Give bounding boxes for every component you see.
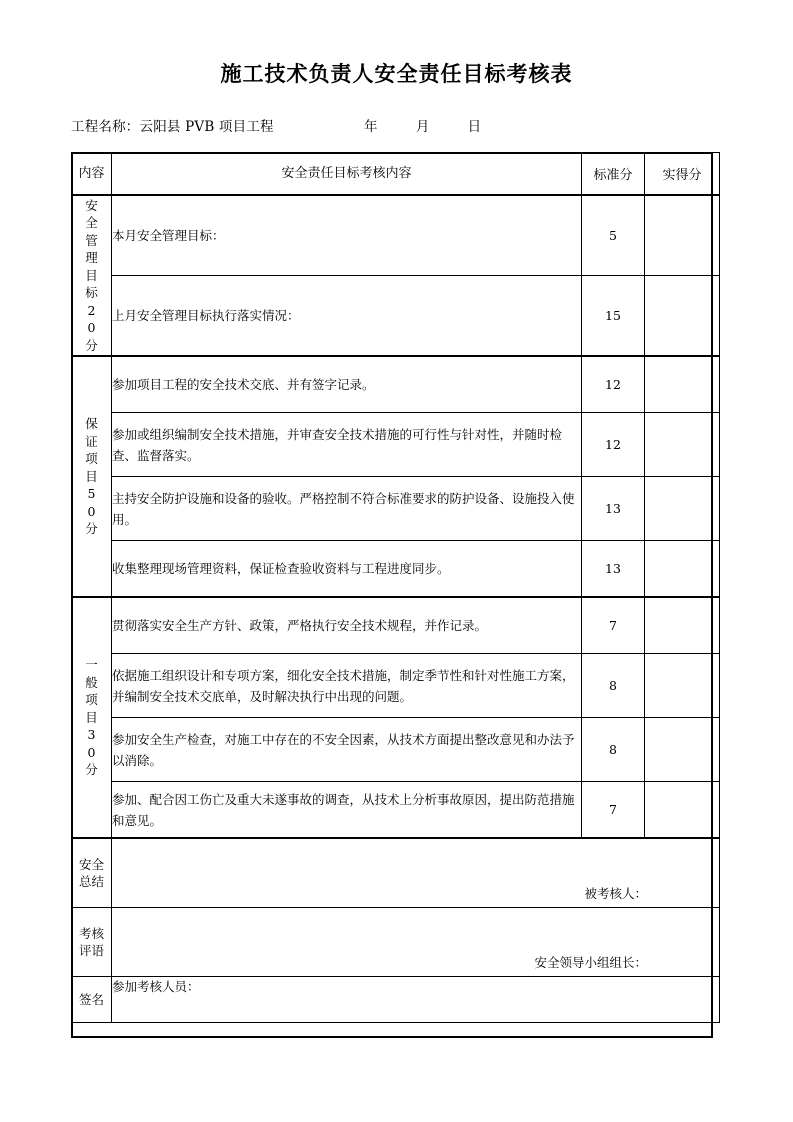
table-row — [72, 597, 720, 654]
row-content: 主持安全防护设施和设备的验收。严格控制不符合标准要求的防护设备、设施投入使用。 — [112, 477, 582, 541]
row-actual-score[interactable] — [645, 654, 720, 718]
table-row — [72, 356, 720, 413]
date-day-label: 日 — [467, 119, 482, 135]
row-actual-score[interactable] — [645, 195, 720, 276]
summary-body[interactable] — [112, 838, 720, 908]
table-row — [72, 477, 720, 541]
row-standard-score: 13 — [582, 541, 645, 598]
row-content: 参加项目工程的安全技术交底、并有签字记录。 — [112, 356, 582, 413]
row-content: 贯彻落实安全生产方针、政策，严格执行安全技术规程，并作记录。 — [112, 597, 582, 654]
row-standard-score: 15 — [582, 276, 645, 357]
table-row — [72, 654, 720, 718]
table-row — [72, 276, 720, 357]
row-actual-score[interactable] — [645, 413, 720, 477]
project-name-label: 工程名称：云阳县 PVB 项目工程 — [71, 119, 274, 135]
row-content: 本月安全管理目标： — [112, 195, 582, 276]
row-actual-score[interactable] — [645, 276, 720, 357]
row-standard-score: 12 — [582, 356, 645, 413]
table-row-assessment-comment — [72, 908, 720, 977]
date-year-label: 年 — [364, 119, 378, 135]
page-title: 施工技术负责人安全责任目标考核表 — [220, 62, 573, 86]
comment-signature-label: 安全领导小组组长： — [534, 955, 647, 970]
comment-body[interactable] — [112, 908, 720, 977]
row-standard-score: 12 — [582, 413, 645, 477]
row-actual-score[interactable] — [645, 782, 720, 839]
header-standard-score: 标准分 — [582, 153, 645, 196]
row-content: 参加、配合因工伤亡及重大未遂事故的调查，从技术上分析事故原因，提出防范措施和意见。 — [112, 782, 582, 839]
table-header-row — [72, 153, 720, 196]
row-content: 依据施工组织设计和专项方案，细化安全技术措施，制定季节性和针对性施工方案，并编制安全技术交底单，及时解决执行中出现的问题。 — [112, 654, 582, 718]
date-fields — [364, 118, 481, 136]
section-label-safety-goal: 安全管理目标20分 — [72, 195, 112, 356]
section-label-guarantee-items: 保证项目50分 — [72, 356, 112, 597]
row-actual-score[interactable] — [645, 477, 720, 541]
table-row — [72, 782, 720, 839]
row-actual-score[interactable] — [645, 718, 720, 782]
row-content: 上月安全管理目标执行落实情况： — [112, 276, 582, 357]
summary-label: 安全总结 — [72, 838, 112, 908]
row-standard-score: 5 — [582, 195, 645, 276]
row-standard-score: 8 — [582, 654, 645, 718]
row-actual-score[interactable] — [645, 356, 720, 413]
row-standard-score: 13 — [582, 477, 645, 541]
table-row — [72, 541, 720, 598]
header-actual-score: 实得分 — [645, 153, 720, 196]
row-standard-score: 7 — [582, 597, 645, 654]
row-content: 参加安全生产检查，对施工中存在的不安全因素，从技术方面提出整改意见和办法予以消除。 — [112, 718, 582, 782]
row-standard-score: 7 — [582, 782, 645, 839]
row-actual-score[interactable] — [645, 541, 720, 598]
table-row — [72, 413, 720, 477]
summary-signature-label: 被考核人： — [584, 886, 647, 901]
row-content: 参加或组织编制安全技术措施，并审查安全技术措施的可行性与针对性，并随时检查、监督落实。 — [112, 413, 582, 477]
table-row-safety-summary — [72, 838, 720, 908]
comment-label: 考核评语 — [72, 908, 112, 977]
row-content: 收集整理现场管理资料，保证检查验收资料与工程进度同步。 — [112, 541, 582, 598]
row-actual-score[interactable] — [645, 597, 720, 654]
section-label-general-items: 一般项目30分 — [72, 597, 112, 838]
date-month-label: 月 — [415, 119, 430, 135]
row-standard-score: 8 — [582, 718, 645, 782]
table-row-signature — [72, 977, 720, 1023]
header-content: 安全责任目标考核内容 — [112, 153, 582, 196]
header-category: 内容 — [72, 153, 112, 196]
signature-label: 签名 — [72, 977, 112, 1023]
table-row — [72, 718, 720, 782]
project-meta-line — [71, 118, 713, 136]
assessment-table — [71, 152, 720, 1023]
signature-body[interactable]: 参加考核人员： — [112, 977, 720, 1023]
table-row — [72, 195, 720, 276]
